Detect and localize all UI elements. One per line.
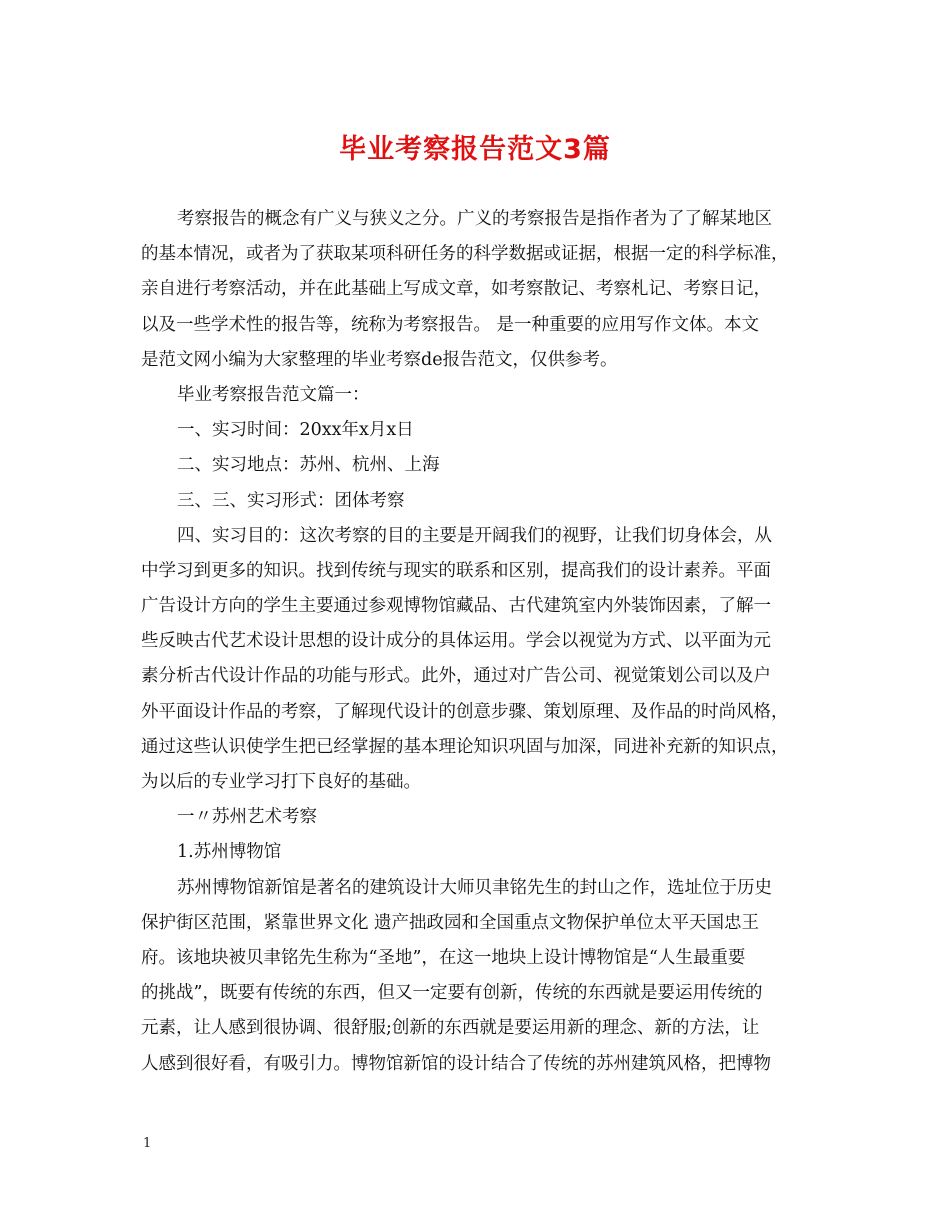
paragraph-line: 的挑战”，既要有传统的东西，但又一定要有创新，传统的东西就是要运用传统的 — [141, 983, 763, 1004]
paragraph-line: 通过这些认识使学生把已经掌握的基本理论知识巩固与加深，同进补充新的知识点， — [141, 736, 789, 757]
document-body — [141, 202, 831, 1082]
paragraph-line: 元素，让人感到很协调、很舒服;创新的东西就是要运用新的理念、新的方法，让 — [141, 1018, 760, 1039]
list-item: 二、实习地点：苏州、杭州、上海 — [177, 455, 440, 476]
list-item: 三、三、实习形式：团体考察 — [177, 490, 405, 511]
paragraph-line: 为以后的专业学习打下良好的基础。 — [141, 772, 421, 792]
document-title: 毕业考察报告范文3篇 — [339, 134, 611, 165]
paragraph-line: 中学习到更多的知识。找到传统与现实的联系和区别，提高我们的设计素养。平面 — [141, 560, 771, 581]
paragraph-line: 是范文网小编为大家整理的毕业考察de报告范文，仅供参考。 — [141, 349, 618, 370]
paragraph-line: 四、实习目的：这次考察的目的主要是开阔我们的视野，让我们切身体会，从 — [177, 525, 772, 546]
paragraph-line: 素分析古代设计作品的功能与形式。此外，通过对广告公司、视觉策划公司以及户 — [141, 666, 771, 687]
paragraph-line: 广告设计方向的学生主要通过参观博物馆藏品、古代建筑室内外装饰因素，了解一 — [141, 596, 771, 617]
paragraph-line: 府。该地块被贝聿铭先生称为“圣地”，在这一地块上设计博物馆是“人生最重要 — [141, 947, 746, 968]
paragraph-line: 以及一些学术性的报告等，统称为考察报告。 是一种重要的应用写作文体。本文 — [141, 314, 760, 335]
paragraph-line: 亲自进行考察活动，并在此基础上写成文章，如考察散记、考察札记、考察日记， — [141, 279, 771, 300]
paragraph-line: 苏州博物馆新馆是著名的建筑设计大师贝聿铭先生的封山之作，选址位于历史 — [177, 877, 772, 898]
paragraph-line: 的基本情况，或者为了获取某项科研任务的科学数据或证据，根据一定的科学标准， — [141, 244, 789, 265]
section-heading: 毕业考察报告范文篇一： — [177, 384, 370, 405]
paragraph-line: 考察报告的概念有广义与狭义之分。广义的考察报告是指作者为了了解某地区 — [177, 209, 772, 229]
list-item: 一、实习时间：20xx年x月x日 — [177, 420, 414, 441]
paragraph-line: 保护街区范围，紧靠世界文化 遗产拙政园和全国重点文物保护单位太平天国忠王 — [141, 912, 760, 933]
paragraph-line: 外平面设计作品的考察，了解现代设计的创意步骤、策划原理、及作品的时尚风格， — [141, 701, 789, 722]
subsection-heading: 1.苏州博物馆 — [177, 842, 282, 863]
paragraph-line: 些反映古代艺术设计思想的设计成分的具体运用。学会以视觉为方式、以平面为元 — [141, 631, 771, 652]
section-heading: 一〃苏州艺术考察 — [177, 807, 317, 828]
paragraph-line: 人感到很好看，有吸引力。博物馆新馆的设计结合了传统的苏州建筑风格，把博物 — [141, 1053, 771, 1074]
page-number: 1 — [143, 1136, 152, 1151]
